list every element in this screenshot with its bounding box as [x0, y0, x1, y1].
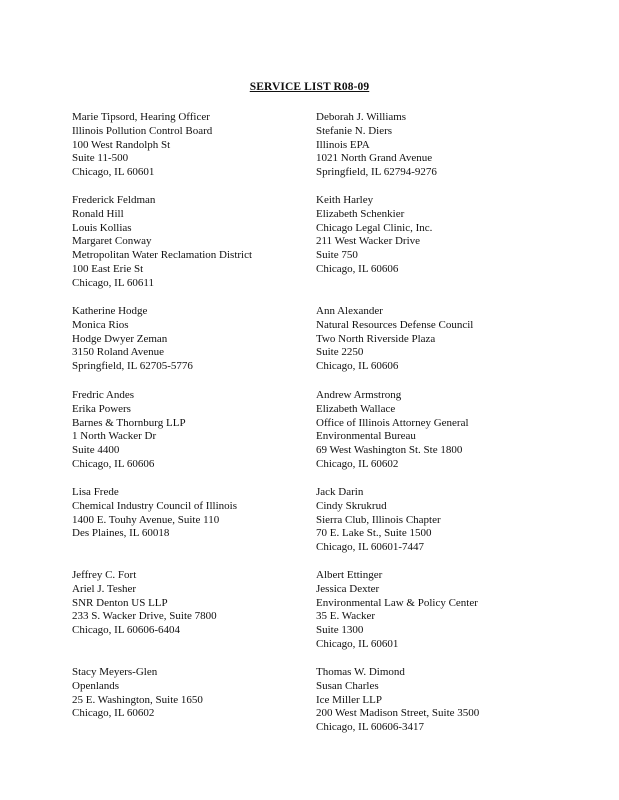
- entry-line: Thomas W. Dimond: [316, 666, 405, 678]
- entry-line: Stefanie N. Diers: [316, 124, 393, 137]
- entry-line: Fredric Andes: [72, 389, 135, 401]
- service-entry: [72, 486, 322, 541]
- entry-line: Erika Powers: [72, 402, 131, 415]
- entry-line: Chicago, IL 60602: [72, 707, 155, 720]
- entry-line: Chicago, IL 60606-6404: [72, 624, 181, 637]
- page-title: [0, 81, 619, 93]
- entry-line: Sierra Club, Illinois Chapter: [316, 513, 441, 526]
- entry-line: 1021 North Grand Avenue: [316, 152, 433, 165]
- service-entry: [72, 666, 322, 721]
- entry-line: Ice Miller LLP: [316, 693, 382, 706]
- entry-line: Chicago, IL 60602: [316, 457, 399, 470]
- service-entry: [72, 569, 322, 638]
- entry-line: Chicago, IL 60606: [316, 360, 399, 373]
- entry-line: 1400 E. Touhy Avenue, Suite 110: [72, 513, 220, 526]
- entry-line: Chicago, IL 60611: [72, 276, 154, 289]
- entry-line: Environmental Bureau: [316, 430, 416, 443]
- entry-line: Lisa Frede: [72, 486, 119, 498]
- entry-line: Chemical Industry Council of Illinois: [72, 499, 237, 512]
- entry-line: Louis Kollias: [72, 221, 132, 234]
- entry-line: Albert Ettinger: [316, 569, 383, 581]
- service-entry: [316, 305, 566, 374]
- page-title-text: SERVICE LIST R08-09: [249, 81, 370, 93]
- entry-line: Margaret Conway: [72, 235, 152, 248]
- entry-line: Suite 4400: [72, 444, 120, 457]
- entry-line: 25 E. Washington, Suite 1650: [72, 693, 203, 706]
- entry-line: Chicago, IL 60601: [316, 637, 399, 650]
- entry-line: Ariel J. Tesher: [72, 582, 137, 595]
- service-entry: [316, 569, 566, 652]
- entry-line: Barnes & Thornburg LLP: [72, 416, 186, 429]
- entry-line: 35 E. Wacker: [316, 610, 376, 623]
- entry-line: 233 S. Wacker Drive, Suite 7800: [72, 610, 217, 623]
- entry-line: 3150 Roland Avenue: [72, 346, 165, 359]
- entry-line: Keith Harley: [316, 194, 374, 206]
- entry-line: 100 West Randolph St: [72, 138, 171, 151]
- entry-line: Suite 750: [316, 249, 358, 262]
- service-entry: [316, 486, 566, 555]
- entry-line: Elizabeth Wallace: [316, 402, 396, 415]
- service-entry: [72, 389, 322, 472]
- service-entry: [316, 194, 566, 277]
- entry-line: Frederick Feldman: [72, 194, 156, 206]
- entry-line: Katherine Hodge: [72, 305, 148, 317]
- entry-line: Environmental Law & Policy Center: [316, 596, 478, 609]
- entry-line: Suite 1300: [316, 624, 364, 637]
- service-entry: [72, 194, 322, 291]
- entry-line: Des Plaines, IL 60018: [72, 527, 170, 540]
- entry-line: Chicago, IL 60606: [316, 262, 399, 275]
- service-entry: [72, 111, 322, 180]
- entry-line: Springfield, IL 62794-9276: [316, 166, 437, 179]
- service-entry: [316, 389, 566, 472]
- entry-line: Stacy Meyers-Glen: [72, 666, 158, 678]
- entry-line: Monica Rios: [72, 318, 129, 331]
- entry-line: Jeffrey C. Fort: [72, 569, 137, 581]
- entry-line: 200 West Madison Street, Suite 3500: [316, 707, 480, 720]
- entry-line: Deborah J. Williams: [316, 111, 407, 123]
- entry-line: SNR Denton US LLP: [72, 596, 168, 609]
- entry-line: Cindy Skrukrud: [316, 499, 387, 512]
- entry-line: Chicago, IL 60606-3417: [316, 721, 425, 734]
- entry-line: 100 East Erie St: [72, 262, 144, 275]
- entry-line: Susan Charles: [316, 679, 379, 692]
- service-entry: [72, 305, 322, 374]
- entry-line: Jack Darin: [316, 486, 364, 498]
- entry-line: Suite 11-500: [72, 152, 129, 165]
- entry-line: Suite 2250: [316, 346, 364, 359]
- entry-line: Jessica Dexter: [316, 582, 380, 595]
- entry-line: Metropolitan Water Reclamation District: [72, 249, 253, 262]
- entry-line: Chicago, IL 60601-7447: [316, 541, 425, 554]
- entry-line: Office of Illinois Attorney General: [316, 416, 469, 429]
- entry-line: Two North Riverside Plaza: [316, 332, 436, 345]
- entry-line: Chicago, IL 60606: [72, 457, 155, 470]
- entry-line: Marie Tipsord, Hearing Officer: [72, 111, 210, 123]
- entry-line: Illinois Pollution Control Board: [72, 124, 213, 137]
- service-entry: [316, 111, 566, 180]
- entry-line: Openlands: [72, 679, 120, 692]
- entry-line: Springfield, IL 62705-5776: [72, 360, 193, 373]
- entry-line: Ann Alexander: [316, 305, 383, 317]
- entry-line: 69 West Washington St. Ste 1800: [316, 444, 463, 457]
- entry-line: 1 North Wacker Dr: [72, 430, 157, 443]
- entry-line: 211 West Wacker Drive: [316, 235, 421, 248]
- entry-line: Andrew Armstrong: [316, 389, 402, 401]
- entry-line: Illinois EPA: [316, 138, 370, 151]
- entry-line: Elizabeth Schenkier: [316, 207, 405, 220]
- entry-line: Hodge Dwyer Zeman: [72, 332, 168, 345]
- entry-line: Chicago Legal Clinic, Inc.: [316, 221, 433, 234]
- entry-line: Chicago, IL 60601: [72, 166, 155, 179]
- entry-line: Natural Resources Defense Council: [316, 318, 474, 331]
- entry-line: Ronald Hill: [72, 207, 124, 220]
- entry-line: 70 E. Lake St., Suite 1500: [316, 527, 432, 540]
- service-entry: [316, 666, 566, 735]
